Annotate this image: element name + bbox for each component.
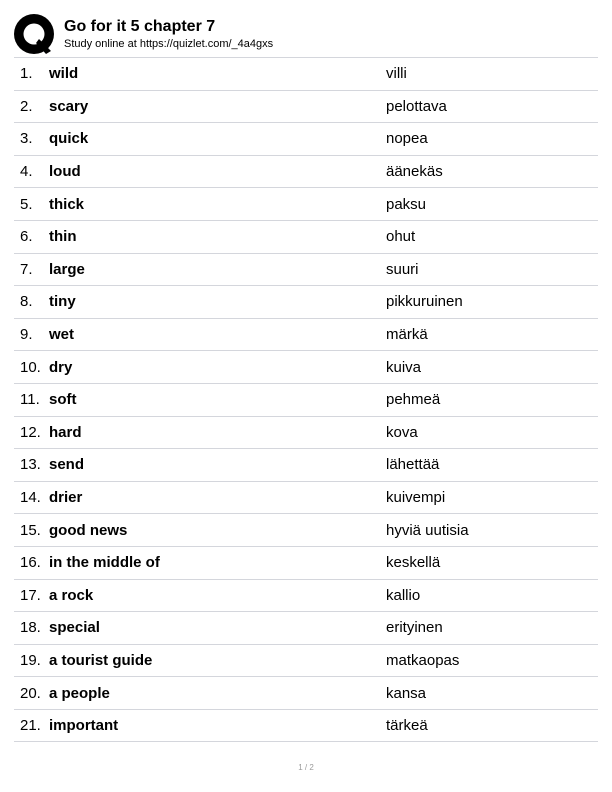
item-definition: matkaopas <box>386 651 460 669</box>
item-term: wet <box>49 326 75 344</box>
item-definition: hyviä uutisia <box>386 521 469 539</box>
list-item <box>14 482 598 515</box>
item-number: 5. <box>20 195 33 213</box>
item-number: 6. <box>20 228 33 246</box>
item-term: thin <box>49 228 77 246</box>
list-item <box>14 351 598 384</box>
item-number: 2. <box>20 97 33 115</box>
item-term: good news <box>49 521 128 539</box>
item-number: 14. <box>20 489 41 507</box>
list-item <box>14 417 598 450</box>
list-item <box>14 91 598 124</box>
page-header <box>14 14 273 56</box>
list-item <box>14 58 598 91</box>
item-term: scary <box>49 97 89 115</box>
list-item <box>14 286 598 319</box>
item-number: 8. <box>20 293 33 311</box>
item-number: 3. <box>20 130 33 148</box>
title-block <box>64 14 273 51</box>
term-list <box>14 57 598 742</box>
list-item <box>14 514 598 547</box>
item-definition: keskellä <box>386 554 441 572</box>
item-definition: kova <box>386 423 418 441</box>
item-number: 15. <box>20 521 41 539</box>
item-definition: pehmeä <box>386 391 441 409</box>
item-number: 17. <box>20 586 41 604</box>
item-term: in the middle of <box>49 554 160 572</box>
item-number: 11. <box>20 391 40 409</box>
list-item <box>14 319 598 352</box>
item-definition: erityinen <box>386 619 443 637</box>
item-definition: nopea <box>386 130 428 148</box>
item-definition: lähettää <box>386 456 440 474</box>
list-item <box>14 384 598 417</box>
item-definition: kuivempi <box>386 489 446 507</box>
list-item <box>14 188 598 221</box>
item-number: 19. <box>20 651 41 669</box>
study-link[interactable]: Study online at https://quizlet.com/_4a4gxs <box>64 38 274 50</box>
item-definition: märkä <box>386 326 428 344</box>
item-definition: tärkeä <box>386 717 428 735</box>
item-definition: äänekäs <box>386 163 443 181</box>
item-number: 12. <box>20 423 41 441</box>
item-number: 10. <box>20 358 41 376</box>
list-item <box>14 580 598 613</box>
item-term: a tourist guide <box>49 651 153 669</box>
list-item <box>14 612 598 645</box>
item-term: drier <box>49 489 83 507</box>
item-term: tiny <box>49 293 76 311</box>
list-item <box>14 123 598 156</box>
item-term: quick <box>49 130 89 148</box>
item-number: 18. <box>20 619 41 637</box>
item-term: thick <box>49 195 85 213</box>
item-term: special <box>49 619 100 637</box>
list-item <box>14 156 598 189</box>
item-definition: kallio <box>386 586 421 604</box>
item-term: soft <box>49 391 77 409</box>
item-number: 21. <box>20 717 41 735</box>
list-item <box>14 677 598 710</box>
item-definition: pikkuruinen <box>386 293 463 311</box>
page-title: Go for it 5 chapter 7 <box>64 18 216 35</box>
item-term: send <box>49 456 85 474</box>
item-number: 9. <box>20 326 33 344</box>
item-term: a rock <box>49 586 94 604</box>
quizlet-logo-icon <box>14 14 54 54</box>
item-number: 16. <box>20 554 41 572</box>
item-number: 7. <box>20 260 33 278</box>
list-item <box>14 710 598 743</box>
item-number: 4. <box>20 163 33 181</box>
item-term: loud <box>49 163 81 181</box>
list-item <box>14 449 598 482</box>
list-item <box>14 254 598 287</box>
item-number: 20. <box>20 684 41 702</box>
item-definition: paksu <box>386 195 427 213</box>
list-item <box>14 221 598 254</box>
item-term: hard <box>49 423 82 441</box>
item-term: a people <box>49 684 110 702</box>
item-term: wild <box>49 65 79 83</box>
item-definition: kuiva <box>386 358 422 376</box>
item-definition: suuri <box>386 260 419 278</box>
item-term: large <box>49 260 85 278</box>
item-term: dry <box>49 358 73 376</box>
list-item <box>14 547 598 580</box>
item-number: 13. <box>20 456 41 474</box>
list-item <box>14 645 598 678</box>
item-number: 1. <box>20 65 33 83</box>
page-number: 1 / 2 <box>298 763 314 772</box>
item-definition: villi <box>386 65 407 83</box>
item-definition: ohut <box>386 228 416 246</box>
item-definition: kansa <box>386 684 427 702</box>
item-term: important <box>49 717 119 735</box>
item-definition: pelottava <box>386 97 447 115</box>
